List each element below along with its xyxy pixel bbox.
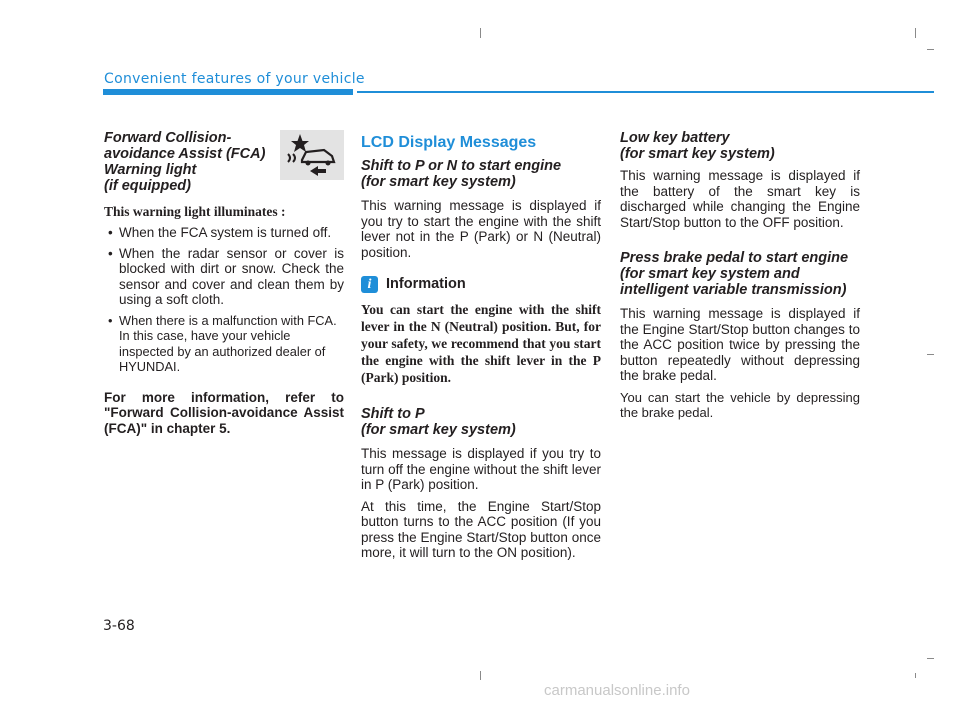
shift-p-text-2: At this time, the Engine Start/Stop button turns to the ACC position (If you press the Engine Start/Stop button once more, it will turn to the ON position). bbox=[361, 498, 601, 560]
low-key-battery-heading-line1: Low key battery bbox=[620, 130, 730, 146]
crop-mark bbox=[927, 354, 934, 355]
watermark: carmanualsonline.info bbox=[544, 682, 690, 699]
header-rule-thick bbox=[103, 89, 353, 95]
lcd-messages-heading: LCD Display Messages bbox=[361, 134, 537, 151]
crop-mark bbox=[915, 28, 916, 38]
information-text: You can start the engine with the shift lever in the N (Neutral) position. But, for your safety, we recommend that you start the engine with the shift lever in the P (Park) position. bbox=[361, 302, 601, 385]
fca-heading-line3: Warning light bbox=[104, 162, 197, 178]
shift-p-n-heading-line1: Shift to P or N to start engine bbox=[361, 158, 562, 174]
press-brake-text-1: This warning message is displayed if the Engine Start/Stop button changes to the ACC position twice by pressing the button repeatedly without depressing the brake pedal. bbox=[620, 306, 860, 383]
information-label: Information bbox=[386, 275, 466, 292]
shift-p-n-text: This warning message is displayed if you try to start the engine with the shift lever not in the P (Park) or N (Neutral) position. bbox=[361, 198, 601, 260]
shift-p-heading-line2: (for smart key system) bbox=[361, 422, 516, 438]
info-icon: i bbox=[361, 276, 378, 293]
shift-p-n-heading-line2: (for smart key system) bbox=[361, 174, 516, 190]
low-key-battery-heading-line2: (for smart key system) bbox=[620, 146, 775, 162]
fca-bullet: • When the radar sensor or cover is blocked with dirt or snow. Check the sensor and cover and clean them by using a soft cloth. bbox=[104, 246, 344, 308]
column-left bbox=[104, 130, 344, 436]
fca-heading-line2: avoidance Assist (FCA) bbox=[104, 146, 266, 162]
low-key-battery-text: This warning message is displayed if the battery of the smart key is discharged while changing the Engine Start/Stop button to the OFF position. bbox=[620, 168, 860, 230]
fca-heading-line1: Forward Collision- bbox=[104, 130, 232, 146]
section-header: Convenient features of your vehicle bbox=[104, 71, 365, 87]
crop-mark bbox=[480, 671, 481, 680]
column-middle bbox=[361, 130, 601, 561]
press-brake-text-2: You can start the vehicle by depressing the brake pedal. bbox=[620, 389, 860, 420]
crop-mark bbox=[927, 49, 934, 50]
press-brake-heading-line1: Press brake pedal to start engine bbox=[620, 250, 849, 266]
crop-mark bbox=[915, 673, 916, 678]
fca-bullet: • When there is a malfunction with FCA. In this case, have your vehicle inspected by an authorized dealer of HYUNDAI. bbox=[104, 313, 344, 375]
fca-note: For more information, refer to "Forward Collision-avoidance Assist (FCA)" in chapter 5. bbox=[104, 389, 344, 436]
crop-mark bbox=[480, 28, 481, 38]
fca-bullet: • When the FCA system is turned off. bbox=[104, 225, 344, 241]
fca-intro: This warning light illuminates : bbox=[104, 204, 286, 219]
crop-mark bbox=[927, 658, 934, 659]
page-number: 3-68 bbox=[103, 618, 135, 634]
shift-p-heading-line1: Shift to P bbox=[361, 406, 425, 422]
fca-warning-icon bbox=[280, 130, 344, 180]
information-box-heading bbox=[361, 276, 601, 293]
column-right bbox=[620, 130, 860, 421]
shift-p-text-1: This message is displayed if you try to turn off the engine without the shift lever in P (Park) position. bbox=[361, 446, 601, 492]
fca-heading bbox=[104, 130, 274, 194]
press-brake-heading-line2: (for smart key system and intelligent variable transmission) bbox=[620, 266, 847, 298]
header-rule-thin bbox=[357, 91, 934, 93]
fca-heading-line4: (if equipped) bbox=[104, 178, 191, 194]
